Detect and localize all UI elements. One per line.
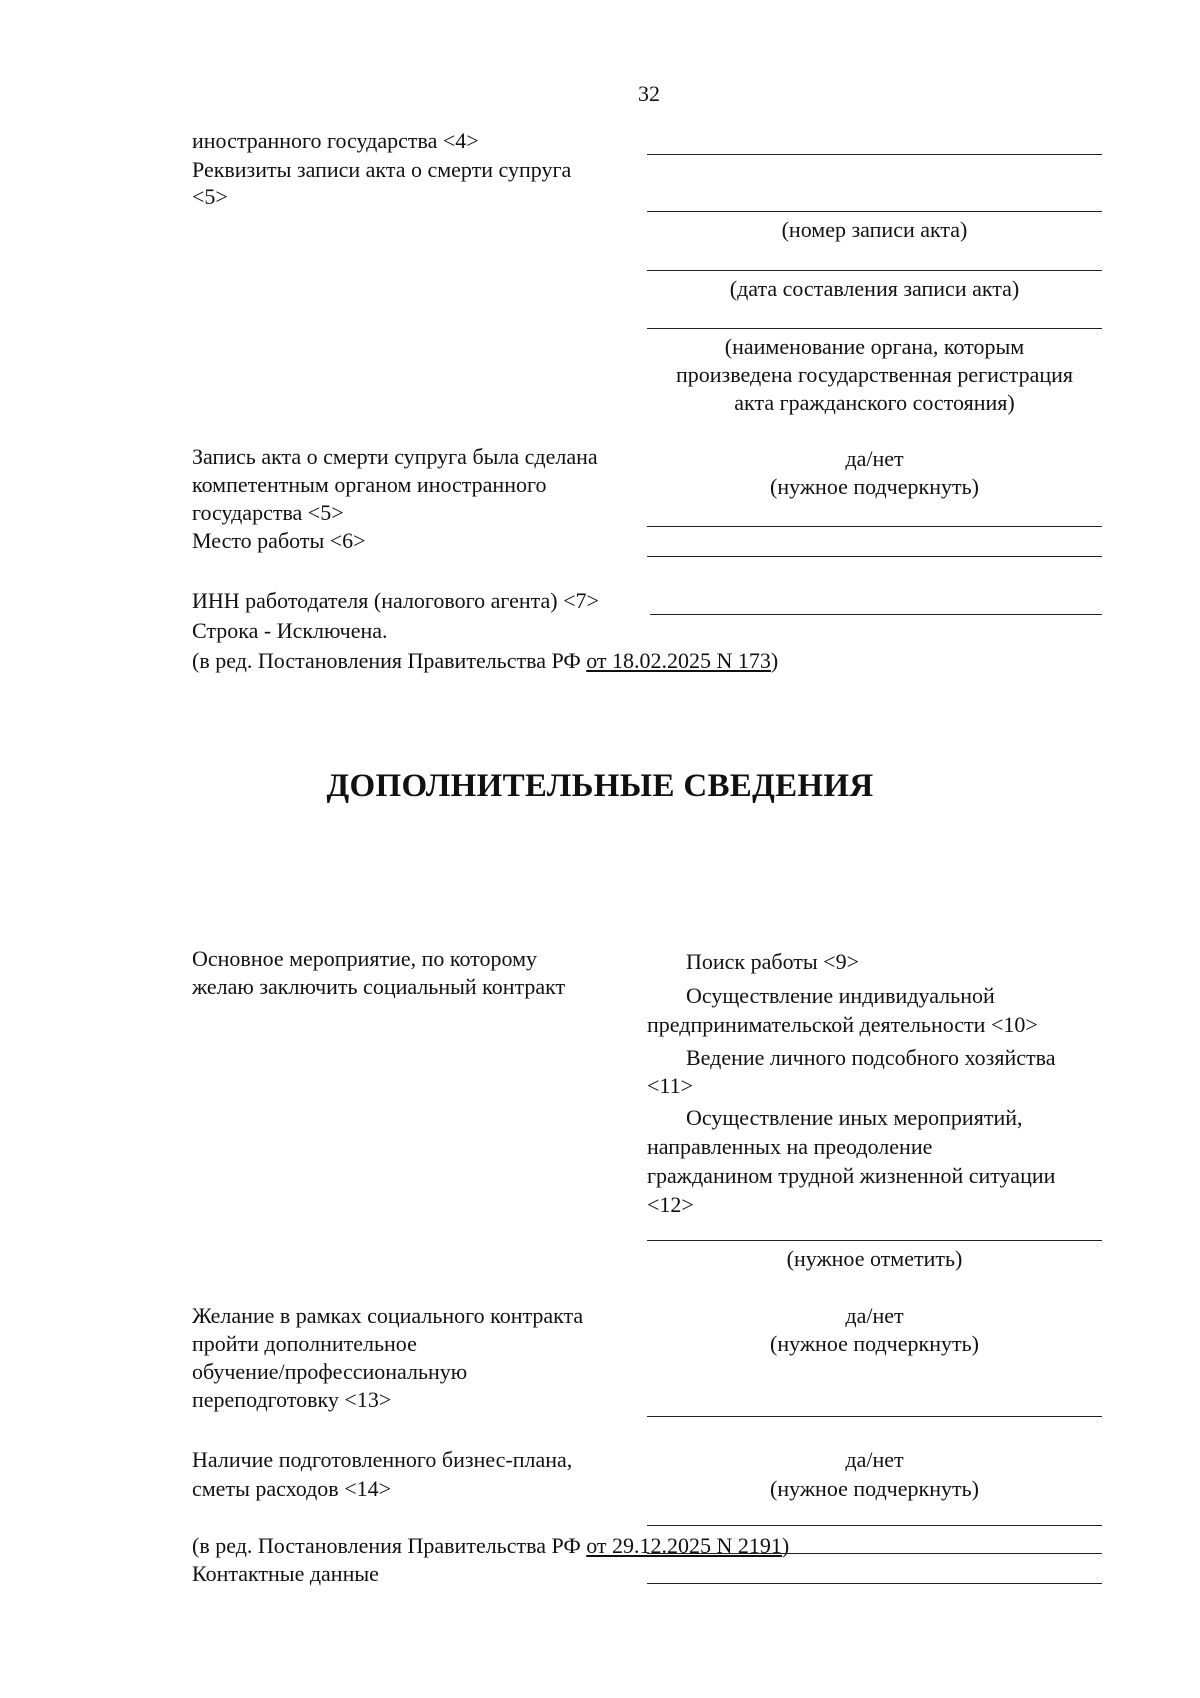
main-event-field[interactable] <box>647 1240 1102 1241</box>
option-other-line1[interactable]: Осуществление иных мероприятий, <box>686 1105 1023 1130</box>
training-label-line4: переподготовку <13> <box>192 1387 392 1412</box>
section-heading: ДОПОЛНИТЕЛЬНЫЕ СВЕДЕНИЯ <box>326 768 874 804</box>
option-household-line2[interactable]: <11> <box>647 1073 693 1098</box>
contacts-label: Контактные данные <box>192 1561 379 1586</box>
bizplan-hint: (нужное подчеркнуть) <box>770 1476 979 1501</box>
workplace-label: Место работы <6> <box>192 528 366 553</box>
option-other-line3[interactable]: гражданином трудной жизненной ситуации <box>647 1163 1056 1188</box>
authority-caption-line3: акта гражданского состояния) <box>734 390 1015 415</box>
option-other-line4[interactable]: <12> <box>647 1192 694 1217</box>
foreign-record-label-line1: Запись акта о смерти супруга была сделана <box>192 444 598 469</box>
training-label-line3: обучение/профессиональную <box>192 1359 468 1384</box>
spouse-death-record-label: Реквизиты записи акта о смерти супруга <box>192 157 572 182</box>
foreign-record-hint: (нужное подчеркнуть) <box>770 474 979 499</box>
option-entrepreneur-line2[interactable]: предпринимательской деятельности <10> <box>647 1012 1038 1037</box>
record-date-caption: (дата составления записи акта) <box>729 276 1020 301</box>
bizplan-label-line2: сметы расходов <14> <box>192 1476 392 1501</box>
option-entrepreneur-line1[interactable]: Осуществление индивидуальной <box>686 983 995 1008</box>
page-number: 32 <box>638 81 660 106</box>
option-household-line1[interactable]: Ведение личного подсобного хозяйства <box>686 1045 1056 1070</box>
amendment-link-1[interactable]: от 18.02.2025 N 173 <box>586 648 771 673</box>
amendment-note-1: (в ред. Постановления Правительства РФ от 18.02.2025 N 173) <box>192 648 779 673</box>
training-label-line2: пройти дополнительное <box>192 1331 417 1356</box>
foreign-record-yes-no[interactable]: да/нет <box>845 446 904 471</box>
amendment-line <box>647 1553 1102 1554</box>
record-date-field[interactable] <box>647 270 1102 271</box>
employer-inn-label: ИНН работодателя (налогового агента) <7> <box>192 588 599 613</box>
main-event-label-line2: желаю заключить социальный контракт <box>192 974 566 999</box>
foreign-record-line <box>647 526 1102 527</box>
foreign-state-label: иностранного государства <4> <box>192 128 479 153</box>
bizplan-label-line1: Наличие подготовленного бизнес-плана, <box>192 1447 573 1472</box>
foreign-state-field[interactable] <box>647 154 1102 155</box>
employer-inn-field[interactable] <box>650 614 1102 615</box>
spouse-death-record-label-note: <5> <box>192 184 228 209</box>
training-label-line1: Желание в рамках социального контракта <box>192 1303 584 1328</box>
option-other-line2[interactable]: направленных на преодоление <box>647 1134 933 1159</box>
record-number-caption: (номер записи акта) <box>781 217 968 242</box>
foreign-record-label-line3: государства <5> <box>192 500 344 525</box>
option-job-search[interactable]: Поиск работы <9> <box>686 949 859 974</box>
workplace-field[interactable] <box>647 556 1102 557</box>
bizplan-yes-no[interactable]: да/нет <box>845 1447 904 1472</box>
main-event-label-line1: Основное мероприятие, по которому <box>192 946 538 971</box>
training-yes-no[interactable]: да/нет <box>845 1303 904 1328</box>
authority-caption-line2: произведена государственная регистрация <box>675 362 1073 387</box>
bizplan-field[interactable] <box>647 1525 1102 1526</box>
training-field[interactable] <box>647 1416 1102 1417</box>
authority-field[interactable] <box>647 328 1102 329</box>
amendment-note-2: (в ред. Постановления Правительства РФ от 29.12.2025 N 2191) <box>192 1533 790 1558</box>
mark-hint: (нужное отметить) <box>786 1246 963 1271</box>
foreign-record-label-line2: компетентным органом иностранного <box>192 472 547 497</box>
amendment-link-2[interactable]: от 29.12.2025 N 2191 <box>586 1533 782 1558</box>
training-hint: (нужное подчеркнуть) <box>770 1331 979 1356</box>
contacts-field[interactable] <box>647 1583 1102 1584</box>
authority-caption-line1: (наименование органа, которым <box>724 334 1025 359</box>
excluded-line-note: Строка - Исключена. <box>192 618 388 643</box>
record-number-field[interactable] <box>647 211 1102 212</box>
